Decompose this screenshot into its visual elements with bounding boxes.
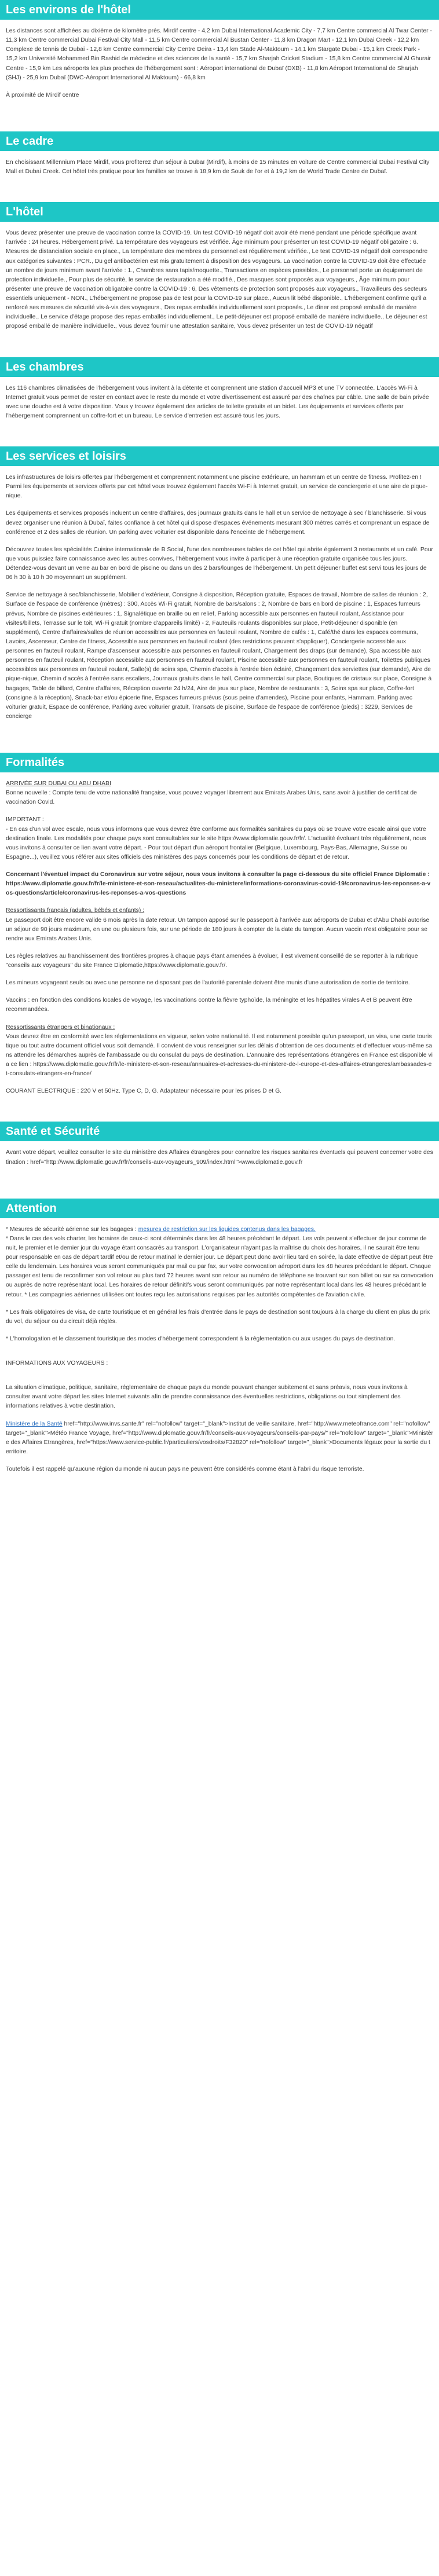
section-title-formalites: Formalités [0, 753, 439, 772]
section-body-attention [0, 1218, 439, 1491]
attention-taxes-text: * Les frais obligatoires de visa, de carte touristique et en général les frais d'entrée dans le pays de destination sont toujours à la charge du client en plus du prix du vol, du séjour ou du circuit déjà réglés. [6, 1309, 430, 1325]
attention-infos-text: La situation climatique, politique, sanitaire, réglementaire de chaque pays du monde pouvant changer subitement et sans préavis, nous vous invitons à consulter avant votre départ les sites Internet suivants afin de prendre connaissance des éventuelles restrictions, obligations ou tout simplement des informations relatives à votre destination. [6, 1384, 408, 1410]
section-title-chambres: Les chambres [0, 357, 439, 377]
formalites-etrangers-heading: Ressortissants étrangers et binationaux : [6, 1024, 115, 1031]
formalites-arrivee-text: Bonne nouvelle : Compte tenu de votre nationalité française, vous pouvez voyager librement aux Emirats Arabes Unis, sans avoir à justifier de certificat de vaccination Covid. [6, 790, 417, 806]
attention-hebergement-text: * L'homologation et le classement touristique des modes d'hébergement correspondent à la réglementation ou aux usages du pays de destination. [6, 1335, 396, 1342]
attention-terrorisme-text: Toutefois il est rappelé qu'aucune région du monde ni aucun pays ne peuvent être considérés comme étant à l'abri du risque terroriste. [6, 1466, 364, 1472]
formalites-important-text: - En cas d'un vol avec escale, nous vous informons que vous devrez être conforme aux formalités sanitaires du pays où se trouve votre escale ainsi que votre destination finale. Les modalités pour chaque pays sont consultables sur le site https://www.diplomatie.gouv.fr/fr/. L'actualité évoluant très régulièrement, nous vous invitons à consulter ce lien avant votre départ. - Pour tout départ d'un aéroport frontalier (Belgique, Luxembourg, Pays-Bas, Allemagne, Suisse ou Espagne...), veuillez vous référer aux sites officiels des ministères des pays concernés pour les conditions de départ et de retour. [6, 826, 426, 860]
sante-text: Avant votre départ, veuillez consulter le site du ministère des Affaires étrangères pour connaître les risques sanitaires éventuels qui peuvent concerner votre destination : href="http://www.diplomatie.gouv.fr/fr/conseils-aux-voyageurs_909/index.html">www.diplomatie.gouv.fr [6, 1149, 433, 1166]
formalites-coronavirus-notice: Concernant l'éventuel impact du Coronavirus sur votre séjour, nous vous invitons à consulter la page ci-dessous du site officiel France Diplomatie : https://www.diplomatie.gouv.fr/fr/le-ministere-et-son-reseau/actualites-du-ministere/informations-coronavirus-covid-19/coronavirus-les-reponses-a-vos-questions/article/coronavirus-les-reponses-a-vos-questions [6, 871, 431, 897]
loisirs-restaurants: Découvrez toutes les spécialités Cuisine internationale de B Social, l'une des nombreuses tables de cet hôtel qui abrite également 3 restaurants et un café. Pour que vous puissiez faire connaissance avec les autres convives, l'hébergement vous invite à participer à une réception gratuite organisée tous les jours. Détendez-vous devant un verre au bar en bord de piscine ou dans un des 2 bars/lounges de l'hébergement. Un petit déjeuner buffet est servi tous les jours de 06 h 30 à 10 h 30 moyennant un supplément. [6, 546, 433, 581]
attention-security-prefix: * Mesures de sécurité aérienne sur les bagages : [6, 1226, 138, 1233]
section-body-chambres [0, 377, 439, 438]
environs-proximity: À proximité de Mirdif centre [6, 91, 79, 98]
section-title-environs: Les environs de l'hôtel [0, 0, 439, 20]
section-title-attention: Attention [0, 1199, 439, 1218]
attention-convocation-text: * Dans le cas des vols charter, les horaires de ceux-ci sont déterminés dans les 48 heures précédant le départ. Les vols peuvent s'effectuer de jour comme de nuit, le premier et le dernier jour du voyage étant consacrés au transport. L'organisateur n'ayant pas la maîtrise du choix des horaires, il ne saurait être tenu pour responsable en cas de départ tardif et/ou de retour matinal le dernier jour. Le départ peut donc avoir lieu tard en soirée, la date effective de départ peut être celle du lendemain. Les horaires vous seront communiqués par mail ou par fax, sur votre convocation aéroport dans les 48 heures précédant le départ. Chaque passager est tenu de reconfirmer son vol retour au plus tard 72 heures avant son retour au numéro de téléphone se trouvant sur son billet ou sur sa convocation ou auprès de notre représentant local. Les horaires de retour définitifs vous seront communiqués par notre représentant local dans les 48 heures précédant le retour. * Les compagnies aériennes utilisées ont toutes reçu les autorisations requises par les autorités compétentes de l'aviation civile. [6, 1235, 433, 1298]
chambres-description: Les 116 chambres climatisées de l'hébergement vous invitent à la détente et comprennent une station d'accueil MP3 et une TV connectée. L'accès Wi-Fi à Internet gratuit vous permet de rester en contact avec le reste du monde et votre divertissement est assuré par des chaînes par câble. Une salle de bain privée avec une douche est à votre disposition. Vous y trouvez également des articles de toilette gratuits et un bidet. Les équipements et services offerts par l'hébergement comprennent un coffre-fort et un bureau. Le service d'entretien est assuré tous les jours. [6, 384, 429, 419]
section-body-cadre [0, 151, 439, 193]
formalites-etrangers-text: Vous devrez être en conformité avec les réglementations en vigueur, selon votre nationalité. Il est notamment possible qu'un passeport, un visa, une carte touristique ou tout autre document officiel vous soit demandé. Il convient de vous renseigner sur les délais d'obtention de ces documents et d'effectuer vous-même sans attendre les démarches auprès de l'ambassade ou du consulat du pays de destination. L'annuaire des représentations étrangères en France est disponible via ce lien : https://www.diplomatie.gouv.fr/fr/le-ministere-et-son-reseau/annuaires-et-adresses-du-ministere-de-l-europe-et-des-affaires-etrangeres/ambassades-et-consulats-etrangers-en-france/ [6, 1033, 433, 1078]
formalites-vaccins-text: Vaccins : en fonction des conditions locales de voyage, les vaccinations contre la fièvre typhoïde, la méningite et les hépatites virales A et B peuvent être recommandées. [6, 997, 412, 1013]
loisirs-services: Les équipements et services proposés incluent un centre d'affaires, des journaux gratuits dans le hall et un service de nettoyage à sec / blanchisserie. Si vous devez organiser une réunion à Dubaï, faites confiance à cet hôtel qui dispose d'espaces événements mesurant 300 mètres carrés et comprenant un espace de conférence et 2 des salles de réunion. Un parking avec voiturier est disponible dans l'enceinte de l'hébergement. [6, 510, 430, 536]
formalites-important-heading: IMPORTANT : [6, 816, 44, 823]
hotel-covid-measures: Vous devez présenter une preuve de vaccination contre la COVID-19. Un test COVID-19 négatif doit avoir été mené pendant une période spécifique avant l'arrivée : 24 heures. Hébergement privé. La température des voyageurs est vérifiée. Âge minimum pour présenter un test COVID-19 négatif obligatoire : 6. Mesures de distanciation sociale en place., La température des membres du personnel est régulièrement vérifiée., Le test COVID-19 négatif doit correspondre aux catégories suivantes : PCR., Du gel antibactérien est mis gratuitement à disposition des voyageurs. La vaccination contre la COVID-19 doit être effectuée un nombre de jours minimum avant l'arrivée : 1., Chambres sans tapis/moquette., Transactions en espèces possibles., Le personnel porte un équipement de protection individuelle., Pour plus de sécurité, le service de restauration a été modifié., Des masques sont proposés aux voyageurs., Âge minimum pour présenter une preuve de vaccination obligatoire contre la COVID-19 : 6, Des vêtements de protection sont proposés aux voyageurs., Travailleurs des secteurs essentiels uniquement - NON., L'hébergement ne propose pas de test pour la COVID-19 sur place., Aucun lit bébé disponible., L'hébergement confirme qu'il a renforcé ses mesures de sécurité vis-à-vis des voyageurs., Des repas emballés individuellement sont proposés., Le dîner est proposé emballé de manière individuelle., Le service d'étage propose des repas emballés individuellement., Le petit-déjeuner est proposé emballé de manière individuelle., Le déjeuner est proposé emballé de manière individuelle., Vous devez fournir une attestation sanitaire, Vous devez présenter un test de COVID-19 négatif [6, 230, 428, 330]
attention-sites-text: href="http://www.invs.sante.fr" rel="nofollow" target="_blank">Institut de veille sanitaire, href="http://www.meteofrance.com" rel="nofollow" target="_blank">Météo France Voyage, href="http://www.diplomatie.gouv.fr/fr/conseils-aux-voyageurs/conseils-par-pays/" rel="nofollow" target="_blank">Ministère des Affaires Etrangères, href="https://www.service-public.fr/particuliers/vosdroits/F32820" rel="nofollow" target="_blank">Documents légaux pour la sortie du territoire. [6, 1420, 433, 1455]
section-body-environs [0, 20, 439, 116]
formalites-regles-text: Les règles relatives au franchissement des frontières propres à chaque pays étant amenées à évoluer, il est vivement conseillé de se reporter à la rubrique "conseils aux voyageurs" du site France Diplomatie,https://www.diplomatie.gouv.fr/. [6, 952, 418, 969]
section-body-loisirs [0, 466, 439, 738]
loisirs-intro: Les infrastructures de loisirs offertes par l'hébergement et comprennent notamment une piscine extérieure, un hammam et un centre de fitness. Profitez-en ! Parmi les équipements et services offerts par cet hôtel vous trouvez également l'accès Wi-Fi à Internet gratuit, un service de conciergerie et une aire de pique-nique. [6, 474, 428, 500]
section-body-sante [0, 1141, 439, 1183]
formalites-courant-text: COURANT ELECTRIQUE : 220 V et 50Hz. Type C, D, G. Adaptateur nécessaire pour les prises D et G. [6, 1088, 282, 1095]
formalites-ressortissants-text: Le passeport doit être encore valide 6 mois après la date retour. Un tampon apposé sur le passeport à l'arrivée aux aéroports de Dubaï et d'Abu Dhabi autorise un séjour de 90 jours maximum, en une ou plusieurs fois, sur une période de 180 jours à compter de la date du tampon. Aucun vaccin n'est obligatoire pour se rendre aux Emirats Arabes Unis. [6, 917, 430, 942]
section-body-hotel [0, 222, 439, 347]
formalites-arrivee-heading: ARRIVÉE SUR DUBAI OU ABU DHABI [6, 781, 111, 787]
cadre-description: En choisissant Millennium Place Mirdif, vous profiterez d'un séjour à Dubaï (Mirdif), à moins de 15 minutes en voiture de Centre commercial Dubai Festival City Mall et Dubai Creek. Cet hôtel très pratique pour les familles se trouve à 18,9 km de Souk de l'or et à 19,2 km de World Trade Centre de Dubaï. [6, 159, 430, 175]
attention-infos-heading: INFORMATIONS AUX VOYAGEURS : [6, 1360, 108, 1366]
ministere-sante-link[interactable]: Ministère de la Santé [6, 1420, 63, 1427]
liquids-restriction-link[interactable]: mesures de restriction sur les liquides contenus dans les bagages. [138, 1226, 316, 1233]
section-title-hotel: L'hôtel [0, 202, 439, 222]
section-title-cadre: Le cadre [0, 131, 439, 151]
section-title-sante: Santé et Sécurité [0, 1122, 439, 1141]
section-body-formalites [0, 772, 439, 1112]
formalites-mineurs-text: Les mineurs voyageant seuls ou avec une personne ne disposant pas de l'autorité parentale doivent être munis d'une autorisation de sortie de territoire. [6, 980, 410, 987]
section-title-loisirs: Les services et loisirs [0, 446, 439, 466]
environs-distances: Les distances sont affichées au dixième de kilomètre près. Mirdif centre - 4,2 km Dubai International Academic City - 7,7 km Centre commercial Al Twar Center - 11,3 km Centre commercial Dubai Festival City Mall - 11,5 km Centre commercial Al Bustan Center - 11,8 km Dragon Mart - 12,1 km Dubai Creek - 12,2 km Complexe de tennis de Dubai - 12,8 km Centre commercial City Centre Deira - 13,4 km Stade Al-Maktoum - 14,1 km Stargate Dubai - 15,1 km Creek Park - 15,2 km Université Mohammed Bin Rashid de médecine et des sciences de la santé - 15,7 km Sharjah Cricket Stadium - 15,8 km Centre commercial Al Ghurair Centre - 15,9 km Les aéroports les plus proches de l'hébergement sont : Aéroport international de Dubaï (DXB) - 11,8 km Aéroport International de Sharjah (SHJ) - 25,9 km Dubaï (DWC-Aéroport International Al Maktoum) - 66,8 km [6, 28, 432, 81]
loisirs-amenities-list: Service de nettoyage à sec/blanchisserie, Mobilier d'extérieur, Consigne à disposition, Réception gratuite, Espaces de travail, Nombre de salles de réunion : 2, Surface de l'espace de conférence (mètres) : 300, Accès Wi-Fi gratuit, Nombre de bars/salons : 2, Nombre de bars en bord de piscine : 1, Espaces fumeurs prévus, Nombre de piscines extérieures : 1, Signalétique en braille ou en relief, Parking accessible aux personnes en fauteuil roulant, Assistance pour visites/billets, Terrasse sur le toit, Wi-Fi gratuit (nombre d'appareils limité) - 2, Fauteuils roulants disponibles sur place, Petit-déjeuner disponible (en supplément), Centre d'affaires/salles de réunion accessibles aux personnes en fauteuil roulant, Nombre de cafés : 1, Café/thé dans les espaces communs, Lavoirs, Ascenseur, Centre de fitness, Accessible aux personnes en fauteuil roulant (des restrictions peuvent s'appliquer), Conciergerie accessible aux personnes en fauteuil roulant, Rampe d'ascenseur accessible aux personnes en fauteuil roulant, Chargement des draps (sur demande), Spa accessible aux personnes en fauteuil roulant, Réception accessible aux personnes en fauteuil roulant, Piscine accessible aux personnes en fauteuil roulant, Toilettes publiques accessibles aux personnes en fauteuil roulant, Salle(s) de soins spa, Chemin d'accès à l'entrée bien éclairé, Changement des serviettes (sur demande), Aire de pique-nique, Chemin d'accès à l'entrée sans escaliers, Journaux gratuits dans le hall, Centre commercial sur place, Boutiques de cristaux sur place, Consigne à bagages, Table de billard, Centre d'affaires, Réception ouverte 24 h/24, Aire de jeux sur place, Nombre de restaurants : 3, Soins spa sur place, Coffre-fort (consigne à la réception), Snack-bar et/ou épicerie fine, Espaces fumeurs prévus (sous peine d'amendes), Piscine pour enfants, Hammam, Parking avec voiturier gratuit, Espace de conférence, Parking avec voiturier gratuit, Transats de piscine, Surface de l'espace de conférence (pieds) : 3229, Services de concierge [6, 592, 432, 720]
formalites-ressortissants-heading: Ressortissants français (adultes, bébés et enfants) : [6, 907, 145, 914]
